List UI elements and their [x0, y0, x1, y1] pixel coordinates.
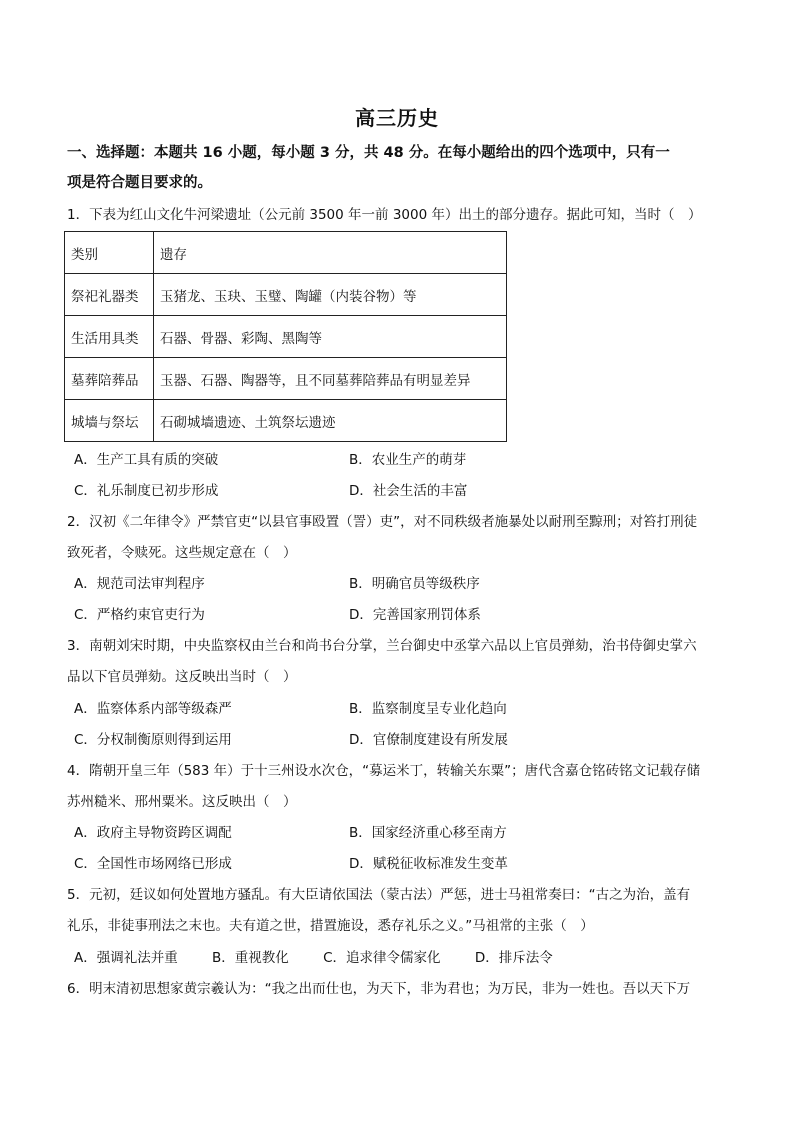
section-heading-line-1: 一、选择题：本题共 16 小题，每小题 3 分，共 48 分。在每小题给出的四个选项中，只有一 [67, 145, 670, 161]
question-2-options-row-2 [74, 605, 714, 625]
table-cell-category: 祭祀礼器类 [65, 274, 154, 316]
table-row [65, 274, 507, 316]
question-4-options-row-2 [74, 854, 714, 874]
question-4-line-1: 4．隋朝开皇三年（583 年）于十三州设水次仓，“募运米丁，转输关东粟”；唐代含嘉仓铭砖铭文记载存储 [67, 763, 701, 779]
table-header-relics: 遗存 [154, 232, 507, 274]
option-b[interactable]: B．监察制度呈专业化趋向 [349, 701, 507, 717]
question-3-options-row-1 [74, 699, 714, 719]
table-cell-relics: 玉猪龙、玉玦、玉璧、陶罐（内装谷物）等 [154, 274, 507, 316]
table-cell-relics: 石砌城墙遗迹、土筑祭坛遗迹 [154, 400, 507, 442]
option-b[interactable]: B．农业生产的萌芽 [349, 452, 467, 468]
table-cell-category: 生活用具类 [65, 316, 154, 358]
option-a[interactable]: A．生产工具有质的突破 [74, 452, 219, 468]
option-a[interactable]: A．强调礼法并重 [74, 950, 178, 966]
question-6-line-1: 6．明末清初思想家黄宗羲认为：“我之出而仕也，为天下，非为君也；为万民，非为一姓也。吾以天下万 [67, 981, 691, 997]
option-b[interactable]: B．国家经济重心移至南方 [349, 825, 507, 841]
question-3-line-2: 品以下官员弹劾。这反映出当时（ ） [67, 669, 297, 685]
question-2-line-2: 致死者，令赎死。这些规定意在（ ） [67, 545, 297, 561]
option-b[interactable]: B．重视教化 [212, 950, 289, 966]
option-c[interactable]: C．全国性市场网络已形成 [74, 856, 232, 872]
question-4-line-2: 苏州糙米、邢州粟米。这反映出（ ） [67, 794, 297, 810]
question-1-options-row-1 [74, 450, 714, 470]
table-header-category: 类别 [65, 232, 154, 274]
page-title: 高三历史 [355, 106, 439, 130]
question-2-options-row-1 [74, 574, 714, 594]
option-a[interactable]: A．监察体系内部等级森严 [74, 701, 232, 717]
table-row [65, 358, 507, 400]
relics-table [64, 231, 507, 442]
table-row [65, 400, 507, 442]
question-3-options-row-2 [74, 730, 714, 750]
option-d[interactable]: D．赋税征收标准发生变革 [349, 856, 508, 872]
option-c[interactable]: C．礼乐制度已初步形成 [74, 483, 219, 499]
table-cell-category: 城墙与祭坛 [65, 400, 154, 442]
option-a[interactable]: A．规范司法审判程序 [74, 576, 205, 592]
option-c[interactable]: C．分权制衡原则得到运用 [74, 732, 232, 748]
option-c[interactable]: C．严格约束官吏行为 [74, 607, 205, 623]
section-heading-line-2: 项是符合题目要求的。 [67, 175, 212, 191]
table-row [65, 316, 507, 358]
option-a[interactable]: A．政府主导物资跨区调配 [74, 825, 232, 841]
option-b[interactable]: B．明确官员等级秩序 [349, 576, 480, 592]
option-c[interactable]: C．追求律令儒家化 [323, 950, 441, 966]
question-2-line-1: 2．汉初《二年律令》严禁官吏“以县官事殴置（詈）吏”，对不同秩级者施暴处以耐刑至黥刑；对笞打刑徒 [67, 514, 698, 530]
table-cell-category: 墓葬陪葬品 [65, 358, 154, 400]
option-d[interactable]: D．排斥法令 [474, 950, 553, 966]
question-5-line-1: 5．元初，廷议如何处置地方骚乱。有大臣请依国法（蒙古法）严惩，进士马祖常奏曰：“古之为治，盖有 [67, 887, 691, 903]
question-3-line-1: 3．南朝刘宋时期，中央监察权由兰台和尚书台分掌，兰台御史中丞掌六品以上官员弹劾，治书侍御史掌六 [67, 638, 697, 654]
table-cell-relics: 石器、骨器、彩陶、黑陶等 [154, 316, 507, 358]
option-d[interactable]: D．官僚制度建设有所发展 [349, 732, 508, 748]
question-5-line-2: 礼乐，非徒事刑法之末也。夫有道之世，措置施设，悉存礼乐之义。”马祖常的主张（ ） [67, 918, 594, 934]
question-1-options-row-2 [74, 481, 714, 501]
question-5-options-row [74, 948, 714, 968]
question-1-stem: 1．下表为红山文化牛河梁遗址（公元前 3500 年一前 3000 年）出土的部分遗存。据此可知，当时（ ） [67, 207, 702, 223]
option-d[interactable]: D．社会生活的丰富 [349, 483, 468, 499]
question-4-options-row-1 [74, 823, 714, 843]
table-header-row [65, 232, 507, 274]
table-cell-relics: 玉器、石器、陶器等，且不同墓葬陪葬品有明显差异 [154, 358, 507, 400]
option-d[interactable]: D．完善国家刑罚体系 [349, 607, 481, 623]
